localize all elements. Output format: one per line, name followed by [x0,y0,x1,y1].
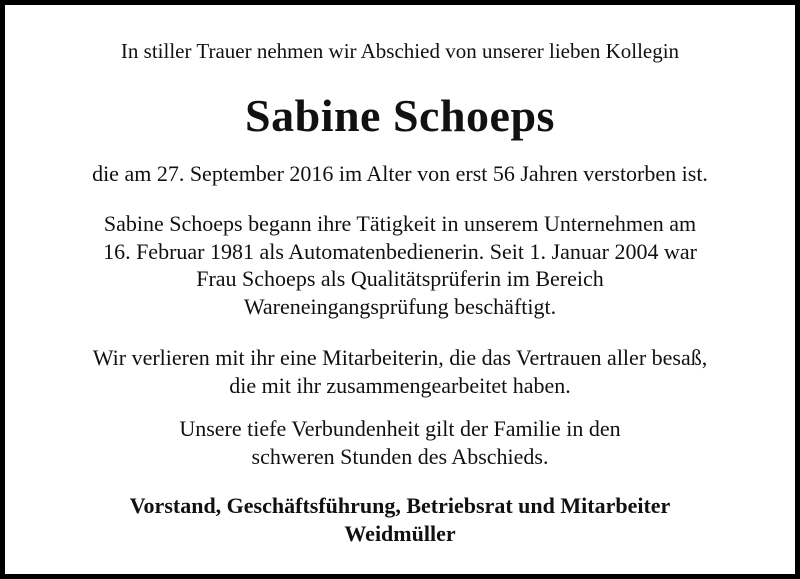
trust-line: die mit ihr zusammengearbeitet haben. [229,372,571,398]
career-line: Frau Schoeps als Qualitätsprüferin im Bereich [196,266,604,291]
career-line: Wareneingangsprüfung beschäftigt. [243,293,557,319]
career-line: 16. Februar 1981 als Automatenbedienerin. Seit 1. Januar 2004 war [103,238,697,264]
trust-line: Wir verlieren mit ihr eine Mitarbeiterin, die das Vertrauen aller besaß, [92,345,708,370]
date-of-death-line: die am 27. September 2016 im Alter von erst 56 Jahren verstorben ist. [92,161,708,186]
condolence-paragraph [5,415,795,470]
intro-line: In stiller Trauer nehmen wir Abschied von unserer lieben Kollegin [120,39,680,63]
condolence-line: schweren Stunden des Abschieds. [251,443,549,469]
signature-groups: Vorstand, Geschäftsführung, Betriebsrat und Mitarbeiter [129,493,671,518]
company-name: Weidmüller [344,521,456,546]
trust-paragraph [5,344,795,399]
deceased-name: Sabine Schoeps [245,90,555,141]
signature-block [5,492,795,548]
career-line: Sabine Schoeps begann ihre Tätigkeit in unserem Unternehmen am [103,211,697,236]
career-paragraph [5,210,795,320]
condolence-line: Unsere tiefe Verbundenheit gilt der Familie in den [179,416,621,441]
